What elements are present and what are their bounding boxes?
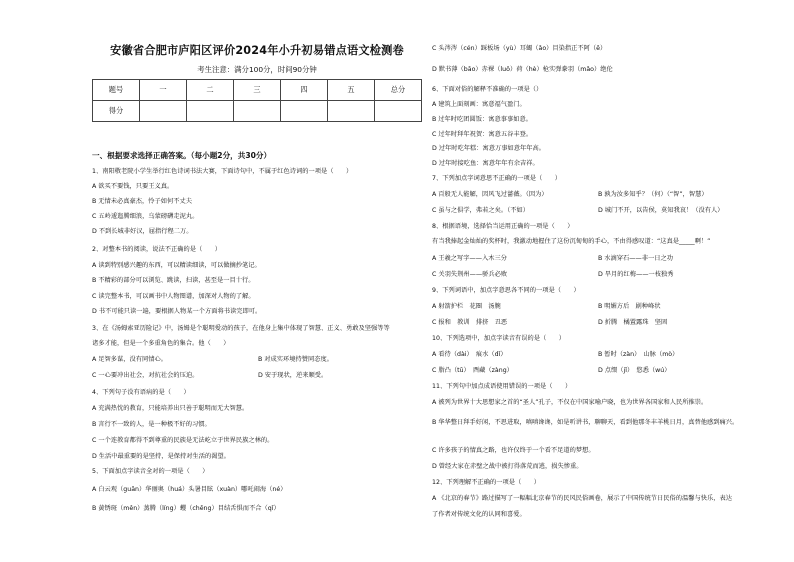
option-line: C 关羽失荆州——骄兵必败 — [432, 271, 508, 278]
option-line: B 黄锈斑（měn）蒸腾（líng）蠼（chēng）目结舌惧而不合（qǐ） — [92, 505, 280, 512]
score-input-cell[interactable] — [281, 101, 328, 122]
question-line: 2、对整本书的阅读，说法不正确的是（ ） — [92, 246, 221, 253]
option-line: D 默书薄（bāo）赤裸（luǒ）荷（hè）枪实弹豢羽（mǎo）绝伦 — [432, 66, 613, 73]
question-line: 1、南阳敬老院小学生举行红色诗词书法大赛，下面诗句中，不属于红色诗词的一项是（ ） — [92, 168, 353, 175]
option-line: A 充满热忱的教育，只能培养出只善于聪明而无大智慧。 — [92, 405, 249, 412]
option-line: 了作者对传统文化的认同和喜爱。 — [432, 511, 526, 518]
question-line: 3、在《汤姆索亚历险记》中，汤姆是个聪明爱动的孩子，在他身上集中体现了智慧、正义、勇敢及坚强等等 — [92, 325, 390, 332]
section-heading: 一、根据要求选择正确答案。（每小题2分，共30分） — [92, 151, 272, 160]
option-line: D 折腾 橘置露珠 坚固 — [598, 319, 668, 326]
option-line: D 不到长城非好汉，屈指行程二万。 — [92, 228, 193, 235]
option-line: B 水滴穿石——非一日之功 — [598, 255, 674, 262]
exam-notice: 考生注意：满分100分，时间90分钟 — [197, 65, 317, 74]
score-input-cell[interactable] — [234, 101, 281, 122]
question-line: 12、下列理解不正确的一项是（ ） — [432, 479, 540, 486]
option-line: C 读完整本书，可以画书中人物图谱，加深对人物的了解。 — [92, 293, 255, 300]
option-line: A 被列为世界十大思想家之首的“圣人”孔子，不仅在中国家喻户晓，也为世界各国家和人民所推崇。 — [432, 399, 708, 406]
option-line: C 报和 教训 排挤 丑恶 — [432, 319, 508, 326]
option-line: B 孰为汝多知乎？（何）（“智”，智慧） — [598, 191, 708, 198]
option-line: D 城门不开，以告侯，莫知我哀！（没有人） — [598, 207, 724, 214]
score-input-cell[interactable] — [375, 101, 422, 122]
option-line: D 书不可能只读一遍，要根据人物某一个方面将书读完即可。 — [92, 308, 262, 315]
score-table-cell: 三 — [234, 80, 281, 101]
question-line: 诸多才能，但是一个多重角色的集合。他（ ） — [92, 340, 230, 347]
question-line: 6、下面对俗的解释不准确的一项是（） — [432, 86, 543, 93]
option-line: D 过年时接吃鱼：寓意年年有余吉祥。 — [432, 160, 539, 167]
score-input-cell[interactable] — [328, 101, 375, 122]
option-line: A 王羲之写字——入木三分 — [432, 255, 508, 262]
option-line: B 无情未必真豪杰，怜子如何不丈夫 — [92, 198, 193, 205]
option-line: C 脂凸（tū） 酉藏（zàng） — [432, 367, 513, 374]
option-line: D 旱月的红梅——一枝独秀 — [598, 271, 674, 278]
question-line: 8、根据语境，选择恰当运用正确的一项是（ ） — [432, 223, 574, 230]
option-line: A 建筑上面刻画：寓意福气盈门。 — [432, 101, 526, 108]
option-line: A 读到特别感兴趣的东西，可以精读细读，可以做摘抄笔记。 — [92, 262, 261, 269]
option-line: A 白云观（guān）华丽奥（huá）头暑目眩（xuàn）哪吒闹海（né） — [92, 486, 287, 493]
option-line: C 过年时拜年祝贺：寓意五谷丰登。 — [432, 131, 533, 138]
option-line: D 生活中最重要的是坚持，是保持对生活的渴望。 — [92, 453, 231, 460]
score-table-cell: 题号 — [93, 80, 140, 101]
option-line: A 射箭护栏 花圈 汤腕 — [432, 303, 501, 310]
option-line: B 华华整日拜手好闲，不思进取，嗔嗔谗谗，如是听讲书，聊聊天，看到他那冬丰羊桃日月，真替他感到痛兴。 — [432, 419, 739, 426]
score-table-cell: 一 — [140, 80, 187, 101]
score-table-score-row — [93, 101, 422, 122]
option-line: A 看待（dài） 痕水（dǐ） — [432, 351, 507, 358]
question-line: 10、下列选项中，加点字读音有误的是（ ） — [432, 335, 565, 342]
option-line: A 百般无人能解，因风飞过蔷薇。（因为） — [432, 191, 548, 198]
option-line: B 暂时（zàn） 山脉（mò） — [598, 351, 679, 358]
option-line: B 不精彩的部分可以浏览、跳读，扫读，甚至是一目十行。 — [92, 277, 255, 284]
score-table-header-row — [93, 80, 422, 101]
score-input-cell[interactable] — [140, 101, 187, 122]
question-line: 7、下列加点字词意思不正确的一项是（ ） — [432, 175, 561, 182]
option-line: A 欲买不要钱，只要王义真。 — [92, 183, 174, 190]
option-line: C 虽与之俱学，弗若之矣。（不如） — [432, 207, 529, 214]
question-line: 5、下面加点字读音全对的一项是（ ） — [92, 468, 209, 475]
score-table-cell: 五 — [328, 80, 375, 101]
score-table-cell: 二 — [187, 80, 234, 101]
option-line: C 许多孩子的情真之路，也许仅终于一个看不足道的梦想。 — [432, 447, 595, 454]
score-table-cell: 总分 — [375, 80, 422, 101]
question-line: 有当我捧起金灿灿的奖杯时，我激动地握住了这份沉甸甸的手心，不由得感叹道：“这真是_____啊！” — [432, 238, 711, 245]
score-row-label: 得分 — [93, 101, 140, 122]
score-table-cell: 四 — [281, 80, 328, 101]
option-line: C 五岭逶迤腾细浪，乌蒙磅礴走泥丸。 — [92, 213, 199, 220]
option-line: B 过年时吃团圆饭：寓意事事如意。 — [432, 116, 533, 123]
option-line: B 对成实环境持赞同态度。 — [258, 356, 334, 363]
option-line: C 一心要冲出社会，对抗社会的压迫。 — [92, 372, 199, 379]
option-line: A 《北京的春节》路过描写了一幅幅北京春节的民风民俗画卷，展示了中国传统节日民俗的温馨与快乐，表达 — [432, 495, 733, 502]
option-line: A 足智多谋，没有同情心。 — [92, 356, 168, 363]
option-line: D 安于现状，逆来顺受。 — [258, 372, 328, 379]
score-input-cell[interactable] — [187, 101, 234, 122]
score-table — [92, 79, 422, 122]
question-line: 11、下列句中加点成语使用错误的一项是（ ） — [432, 383, 572, 390]
option-line: C 一个连教育都得不到尊重的民族是无法屹立于世界民族之林的。 — [92, 437, 274, 444]
question-line: 4、下列句子没有语病的是（ ） — [92, 389, 190, 396]
page-title: 安徽省合肥市庐阳区评价2024年小升初易错点语文检测卷 — [110, 44, 404, 57]
option-line: D 过年时吃年糕：寓意万事如意年年高。 — [432, 145, 546, 152]
option-line: B 明媚方后 剧种峰状 — [598, 303, 661, 310]
option-line: C 头涔涔（cén）踩板场（yù）耳蝎（ǎo）目染指正不阿（ē） — [432, 45, 607, 52]
question-line: 9、下列词语中，加点字意思各不同的一项是（ ） — [432, 287, 580, 294]
option-line: B 言行不一致的人，是一种极不好的习惯。 — [92, 421, 211, 428]
option-line: D 点缀（jǐ） 悠悉（wú） — [598, 367, 671, 374]
option-line: D 曾经大家在赤壁之战中被打得落荒而逃，损失惨重。 — [432, 463, 583, 470]
